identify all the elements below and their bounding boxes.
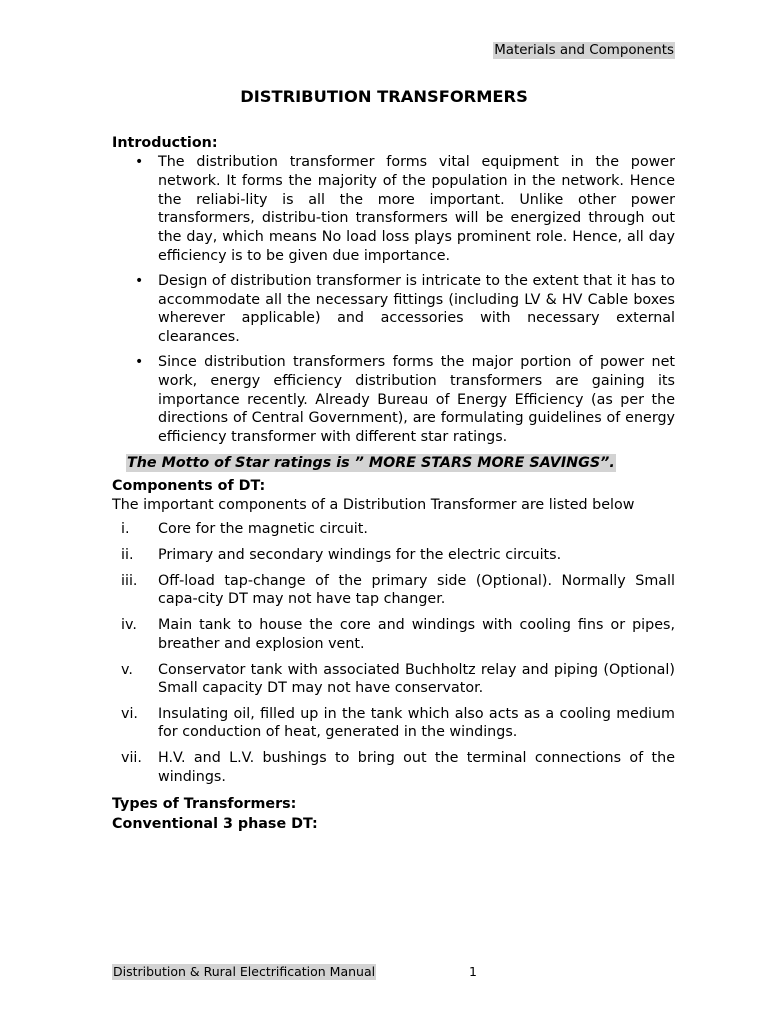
conventional-dt-heading: Conventional 3 phase DT: xyxy=(112,815,318,832)
components-heading: Components of DT: xyxy=(112,477,266,494)
list-item-text: Insulating oil, filled up in the tank which also acts as a cooling medium for conduction of heat, generated in the windings. xyxy=(158,706,675,741)
footer-manual-name: Distribution & Rural Electrification Manual xyxy=(113,964,376,979)
list-item-number: vi. xyxy=(121,706,138,722)
footer-page-number: 1 xyxy=(469,964,477,979)
list-item xyxy=(112,546,675,564)
introduction-heading: Introduction: xyxy=(112,135,218,151)
bullet-text: Since distribution transformers forms the major portion of power net work, energy efficiency distribution transformers are gaining its importance recently. Already Bureau of Energy Efficiency (as per the directions of Central Government), are formulating guidelines of energy efficiency transformer with different star ratings. xyxy=(158,353,675,446)
list-item-text: Conservator tank with associated Buchholtz relay and piping (Optional) Small capacity DT may not have conservator. xyxy=(158,661,675,697)
list-item-number: v. xyxy=(121,661,133,678)
list-item-text: Off-load tap-change of the primary side (Optional). Normally Small capa-city DT may not have tap changer. xyxy=(158,573,675,608)
list-item-text: Primary and secondary windings for the electric circuits. xyxy=(158,547,562,564)
document-body xyxy=(112,133,675,834)
bullet-icon: • xyxy=(135,154,144,170)
components-intro: The important components of a Distribution Transformer are listed below xyxy=(112,496,635,513)
list-item-text: Main tank to house the core and windings with cooling fins or pipes, breather and explosion vent. xyxy=(158,617,675,652)
motto-highlight: The Motto of Star ratings is ” MORE STARS MORE SAVINGS”. xyxy=(127,454,615,471)
list-item-number: iii. xyxy=(121,573,138,590)
page-title: DISTRIBUTION TRANSFORMERS xyxy=(240,87,528,106)
list-item xyxy=(112,661,675,698)
list-item-text: Core for the magnetic circuit. xyxy=(158,521,368,538)
bullet-icon: • xyxy=(135,353,144,370)
introduction-bullet-list xyxy=(112,153,675,447)
bullet-item xyxy=(112,353,675,447)
list-item xyxy=(112,520,675,538)
list-item xyxy=(112,705,675,742)
bullet-item xyxy=(112,272,675,347)
list-item-number: i. xyxy=(121,521,130,538)
list-item-text: H.V. and L.V. bushings to bring out the terminal connections of the windings. xyxy=(158,750,675,785)
bullet-text: The distribution transformer forms vital equipment in the power network. It forms the majority of the population in the network. Hence the reliabi-lity is all the more important. Unlike other power transformers, distribu-tion transformers will be energized through out the day, which means No load loss plays prominent role. Hence, all day efficiency is to be given due importance. xyxy=(158,154,675,264)
list-item xyxy=(112,749,675,786)
bullet-item xyxy=(112,153,675,266)
types-heading: Types of Transformers: xyxy=(112,795,297,812)
header-section-tag: Materials and Components xyxy=(494,43,674,58)
list-item-number: iv. xyxy=(121,617,137,634)
components-list xyxy=(112,520,675,786)
list-item xyxy=(112,572,675,609)
list-item-number: ii. xyxy=(121,547,134,564)
list-item-number: vii. xyxy=(121,750,142,767)
bullet-icon: • xyxy=(135,272,144,289)
bullet-text: Design of distribution transformer is intricate to the extent that it has to accommodate all the necessary fittings (including LV & HV Cable boxes wherever applicable) and accessories with necessary external clearances. xyxy=(158,272,675,346)
list-item xyxy=(112,616,675,653)
